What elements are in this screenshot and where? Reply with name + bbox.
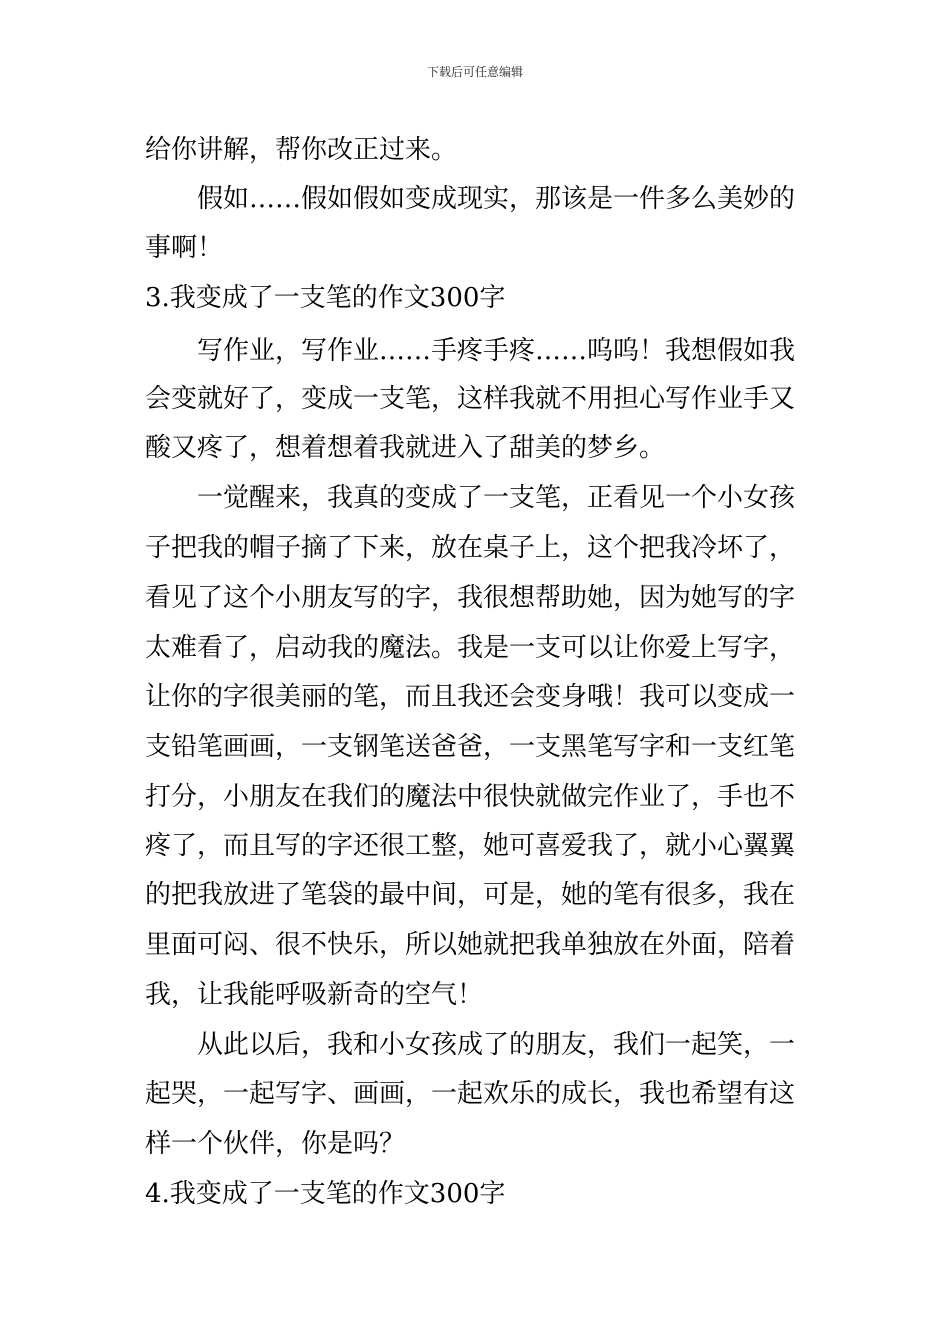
paragraph-line: 样一个伙伴，你是吗？	[145, 1129, 406, 1159]
paragraph-line: 会变就好了，变成一支笔，这样我就不用担心写作业手又	[145, 384, 796, 414]
paragraph-line: 酸又疼了，想着想着我就进入了甜美的梦乡。	[145, 433, 666, 463]
paragraph-line: 从此以后，我和小女孩成了的朋友，我们一起笑，一	[197, 1030, 796, 1060]
paragraph-line: 我，让我能呼吸新奇的空气！	[145, 980, 484, 1010]
page-header: 下载后可任意编辑	[426, 65, 523, 79]
paragraph-line: 的把我放进了笔袋的最中间，可是，她的笔有很多，我在	[145, 880, 796, 910]
paragraph-line: 看见了这个小朋友写的字，我很想帮助她，因为她写的字	[145, 583, 796, 613]
paragraph-line: 一觉醒来，我真的变成了一支笔，正看见一个小女孩	[197, 483, 796, 513]
paragraph-line: 疼了，而且写的字还很工整，她可喜爱我了，就小心翼翼	[145, 831, 796, 861]
paragraph-line: 让你的字很美丽的笔，而且我还会变身哦！我可以变成一	[145, 682, 796, 712]
paragraph-line: 给你讲解，帮你改正过来。	[145, 135, 458, 165]
paragraph-line: 子把我的帽子摘了下来，放在桌子上，这个把我冷坏了，	[145, 533, 796, 563]
paragraph-line: 打分，小朋友在我们的魔法中很快就做完作业了，手也不	[145, 782, 796, 812]
paragraph-line: 写作业，写作业……手疼手疼……呜呜！我想假如我	[197, 336, 796, 366]
paragraph-line: 里面可闷、很不快乐，所以她就把我单独放在外面，陪着	[145, 930, 796, 960]
section-heading: 3.我变成了一支笔的作文300字	[145, 283, 506, 313]
paragraph-line: 太难看了，启动我的魔法。我是一支可以让你爱上写字，	[145, 633, 796, 663]
section-heading: 4.我变成了一支笔的作文300字	[145, 1179, 506, 1209]
paragraph-line: 起哭，一起写字、画画，一起欢乐的成长，我也希望有这	[145, 1079, 796, 1109]
paragraph-line: 事啊！	[145, 233, 224, 263]
paragraph-line: 假如……假如假如变成现实，那该是一件多么美妙的	[197, 184, 796, 214]
paragraph-line: 支铅笔画画，一支钢笔送爸爸，一支黑笔写字和一支红笔	[145, 732, 796, 762]
